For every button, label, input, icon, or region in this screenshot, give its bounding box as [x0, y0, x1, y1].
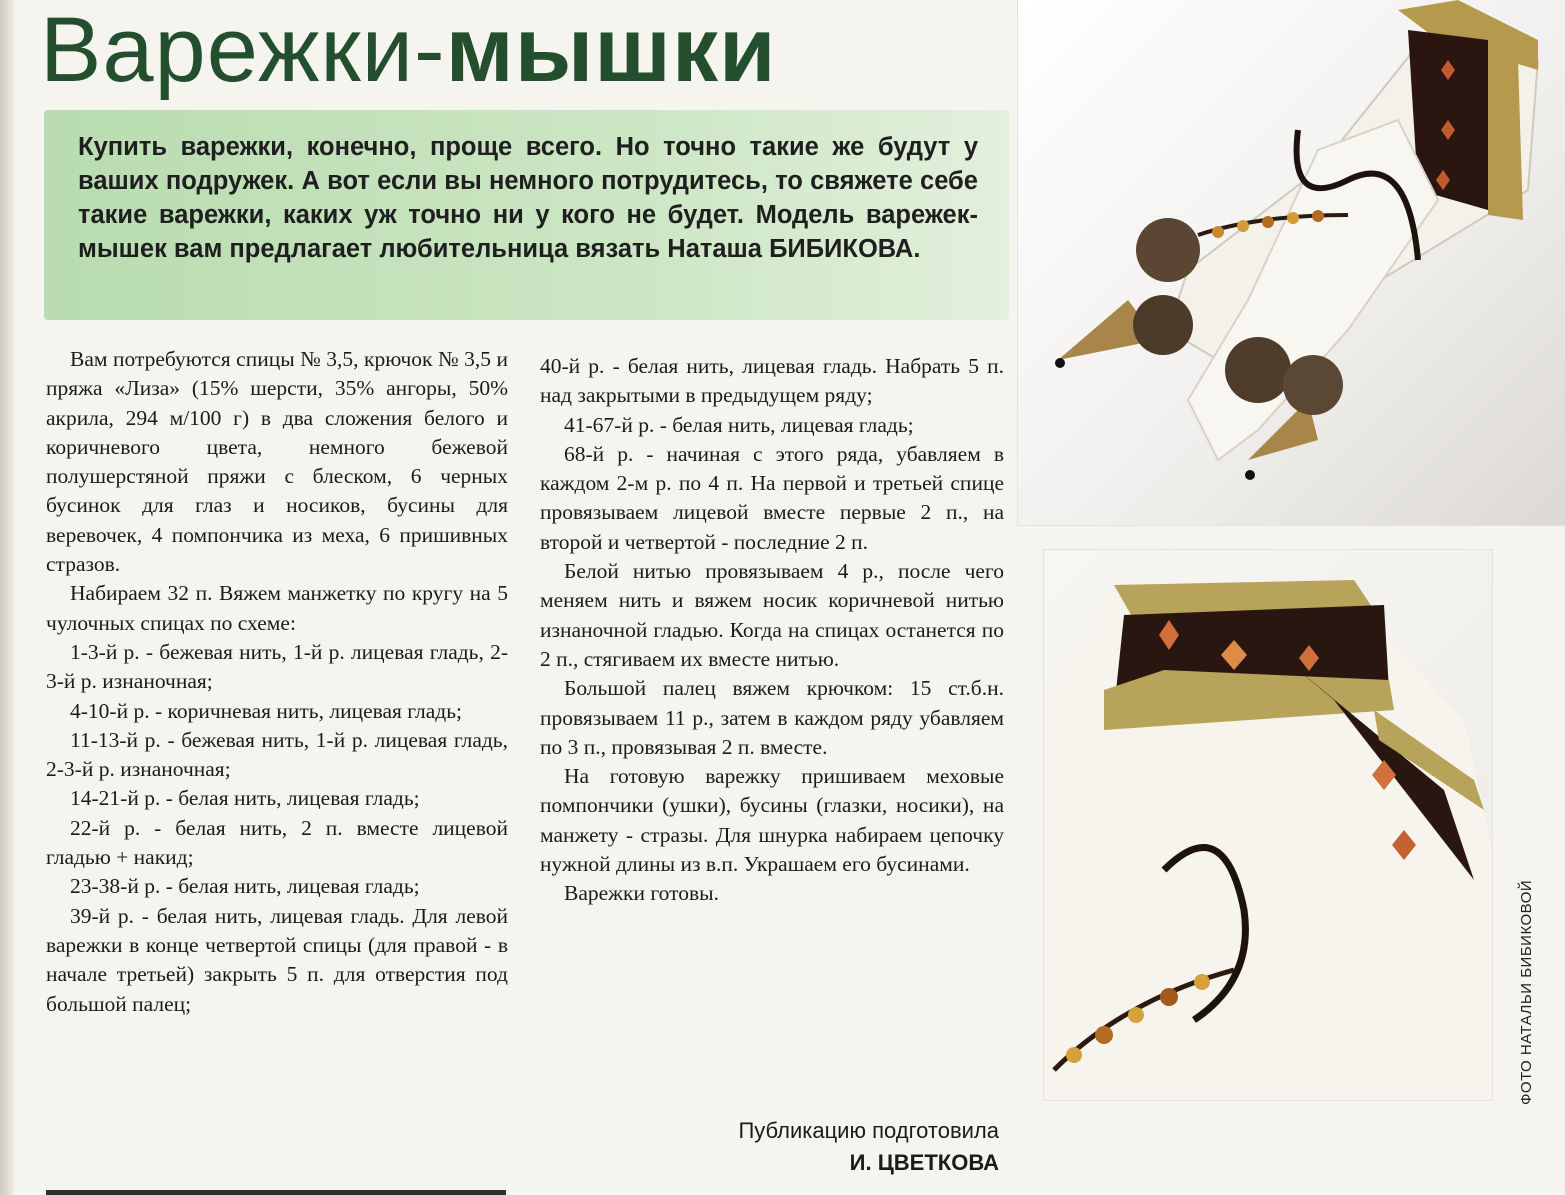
credit-line: Публикацию подготовила: [738, 1118, 999, 1143]
bottom-rule: [46, 1190, 506, 1195]
paragraph: Вам потребуются спицы № 3,5, крючок № 3,5 и пряжа «Лиза» (15% шерсти, 35% ангоры, 50% акрила, 294 м/100 г) в два сложения белого и коричневого цвета, немного бежевой полушерстяной пряжи с блеском, 6 черных бусинок для глаз и носиков, бусины для веревочек, 4 помпончика из меха, 6 пришивных стразов.: [46, 347, 508, 577]
paragraph: 1-3-й р. - бежевая нить, 1-й р. лицевая гладь, 2-3-й р. изнаночная;: [46, 639, 508, 694]
paragraph: 4-10-й р. - коричневая нить, лицевая гладь;: [70, 698, 463, 723]
title-part-bold: мышки: [445, 0, 777, 101]
paragraph: 22-й р. - белая нить, 2 п. вместе лицевой гладью + накид;: [46, 815, 508, 870]
photo-mittens-top: [1018, 0, 1565, 525]
lead-paragraph: Купить варежки, конечно, проще всего. Но точно такие же будут у ваших подружек. А вот если вы немного потрудитесь, то свяжете себе такие варежки, каких уж точно ни у кого не будет. Модель варежек-мышек вам предлагает любительница вязать Наташа БИБИКОВА.: [78, 133, 978, 263]
paragraph: 41-67-й р. - белая нить, лицевая гладь;: [564, 412, 914, 437]
mitten-illustration-top: [1018, 0, 1565, 525]
credit-author: И. ЦВЕТКОВА: [849, 1150, 999, 1175]
title-part-light: Варежки-: [40, 0, 446, 101]
paragraph: 23-38-й р. - белая нить, лицевая гладь;: [70, 874, 420, 899]
page-edge: [0, 0, 14, 1195]
paragraph: Варежки готовы.: [564, 881, 719, 906]
article-title: [40, 0, 777, 100]
paragraph: Белой нитью провязываем 4 р., после чего меняем нить и вяжем носик коричневой нитью изнаночной гладью. Когда на спицах останется по 2 п., стягиваем их вместе нитью.: [540, 559, 1004, 671]
paragraph: 14-21-й р. - белая нить, лицевая гладь;: [70, 786, 420, 811]
text-column-2: [540, 352, 1004, 909]
text-column-1: [46, 345, 508, 1019]
publication-credit: [738, 1115, 999, 1179]
paragraph: На готовую варежку пришиваем меховые помпончики (ушки), бусины (глазки, носики), на манжету - стразы. Для шнурка набираем цепочку нужной длины из в.п. Украшаем его бусинами.: [540, 764, 1004, 877]
paragraph: 11-13-й р. - бежевая нить, 1-й р. лицевая гладь, 2-3-й р. изнаночная;: [46, 727, 508, 782]
paragraph: Большой палец вяжем крючком: 15 ст.б.н. провязываем 11 р., затем в каждом ряду убавляем по 3 п., провязывая 2 п. вместе.: [540, 676, 1004, 759]
mitten-illustration-bottom: [1044, 550, 1492, 1100]
photo-credit: ФОТО НАТАЛЬИ БИБИКОВОЙ: [1518, 879, 1535, 1105]
photo-mitten-closeup: [1044, 550, 1492, 1100]
paragraph: 68-й р. - начиная с этого ряда, убавляем в каждом 2-м р. по 4 п. На первой и третьей спице провязываем лицевой вместе первые 2 п., на второй и четвертой - последние 2 п.: [540, 441, 1004, 554]
paragraph: Набираем 32 п. Вяжем манжетку по кругу на 5 чулочных спицах по схеме:: [46, 581, 508, 635]
paragraph: 40-й р. - белая нить, лицевая гладь. Набрать 5 п. над закрытыми в предыдущем ряду;: [540, 354, 1004, 408]
paragraph: 39-й р. - белая нить, лицевая гладь. Для левой варежки в конце четвертой спицы (для правой - в начале третьей) закрыть 5 п. для отверстия под большой палец;: [46, 903, 508, 1016]
